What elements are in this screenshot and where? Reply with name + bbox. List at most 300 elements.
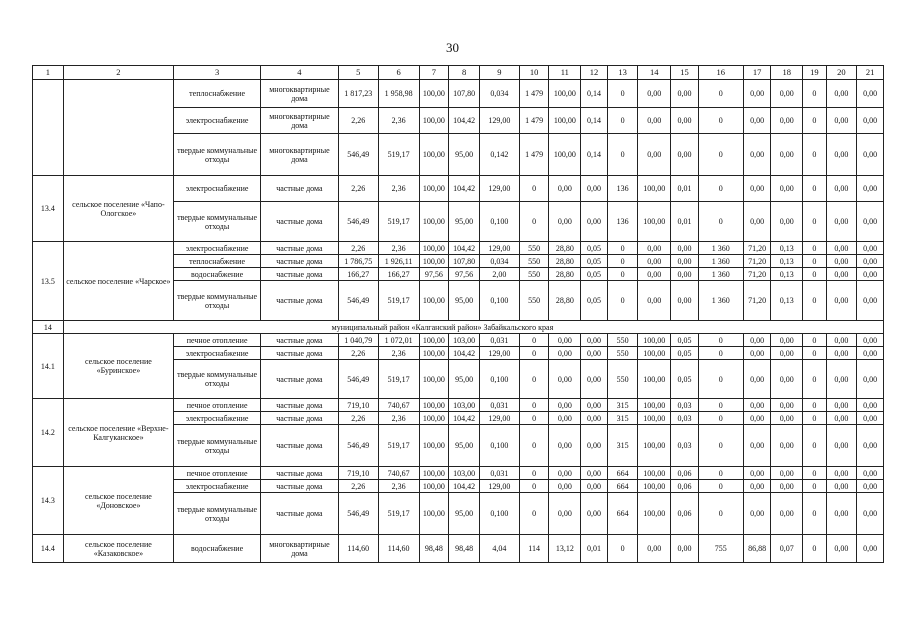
table-cell: частные дома	[261, 255, 339, 268]
table-cell: 0,13	[771, 255, 803, 268]
table-cell: 95,00	[449, 134, 480, 176]
table-cell: 0,00	[743, 480, 771, 493]
table-cell: 0,01	[671, 176, 699, 202]
column-header: 4	[261, 66, 339, 80]
tariff-table	[32, 65, 884, 563]
table-cell: 0,14	[581, 80, 608, 108]
table-cell: 315	[607, 399, 638, 412]
table-cell: 0,00	[857, 281, 884, 321]
table-cell: 0,00	[826, 202, 857, 242]
table-cell: частные дома	[261, 334, 339, 347]
table-cell: 0,00	[771, 360, 803, 399]
table-cell: 550	[607, 334, 638, 347]
table-cell: 0,00	[743, 347, 771, 360]
table-cell: 0,00	[549, 425, 581, 467]
table-cell: 546,49	[338, 493, 378, 535]
table-cell: 129,00	[479, 480, 519, 493]
table-cell: 0,00	[671, 535, 699, 563]
table-cell: 740,67	[378, 399, 419, 412]
table-cell: 0,00	[549, 202, 581, 242]
table-cell: 0,06	[671, 493, 699, 535]
table-cell: 103,00	[449, 467, 480, 480]
table-cell: 100,00	[638, 493, 671, 535]
table-cell: 2,00	[479, 268, 519, 281]
table-cell: 104,42	[449, 176, 480, 202]
table-cell: 0,00	[638, 80, 671, 108]
table-cell: печное отопление	[174, 467, 261, 480]
table-cell: 0,00	[743, 399, 771, 412]
table-cell: 0,00	[857, 347, 884, 360]
table-cell: 0	[698, 493, 743, 535]
table-cell: печное отопление	[174, 334, 261, 347]
table-cell: частные дома	[261, 425, 339, 467]
table-cell: 0,00	[826, 255, 857, 268]
table-cell: 0	[698, 399, 743, 412]
table-cell: 0	[803, 80, 827, 108]
table-cell: 0	[803, 334, 827, 347]
table-cell: 0,00	[581, 347, 608, 360]
table-cell: 0,01	[581, 535, 608, 563]
table-cell: 546,49	[338, 281, 378, 321]
table-cell: 0,00	[857, 535, 884, 563]
table-cell: 0,00	[581, 467, 608, 480]
table-cell: 100,00	[638, 425, 671, 467]
table-cell: 1 926,11	[378, 255, 419, 268]
table-cell: 0	[803, 134, 827, 176]
table-cell: 0	[803, 242, 827, 255]
table-cell: 1 786,75	[338, 255, 378, 268]
table-cell: 0,00	[743, 108, 771, 134]
table-cell: частные дома	[261, 360, 339, 399]
table-cell: 0,00	[671, 108, 699, 134]
table-cell: 0,05	[671, 360, 699, 399]
table-cell: 0,05	[581, 255, 608, 268]
table-cell: 0,00	[771, 134, 803, 176]
table-cell: 1 360	[698, 268, 743, 281]
table-cell: 100,00	[419, 467, 449, 480]
table-cell: 100,00	[419, 334, 449, 347]
table-cell: 0	[803, 281, 827, 321]
table-cell: 0,00	[857, 493, 884, 535]
table-cell: электроснабжение	[174, 347, 261, 360]
table-cell: 1 360	[698, 255, 743, 268]
table-cell: многоквартирные дома	[261, 134, 339, 176]
table-cell: 0,00	[743, 334, 771, 347]
table-cell: частные дома	[261, 202, 339, 242]
table-cell: 0,100	[479, 493, 519, 535]
table-cell: 14	[33, 321, 64, 334]
table-cell: 100,00	[638, 360, 671, 399]
table-cell: 71,20	[743, 281, 771, 321]
table-cell: 0	[803, 412, 827, 425]
table-cell: 0,00	[771, 202, 803, 242]
table-cell: водоснабжение	[174, 268, 261, 281]
table-cell: 129,00	[479, 412, 519, 425]
table-cell: 0,00	[671, 281, 699, 321]
table-cell: 0	[607, 281, 638, 321]
table-cell: 0,00	[826, 535, 857, 563]
column-header: 21	[857, 66, 884, 80]
table-cell: 0	[607, 535, 638, 563]
table-cell: 0,00	[671, 80, 699, 108]
table-cell: электроснабжение	[174, 480, 261, 493]
table-cell: 100,00	[638, 412, 671, 425]
table-cell: 0,00	[549, 176, 581, 202]
table-cell: 0	[803, 176, 827, 202]
table-cell: 2,36	[378, 108, 419, 134]
table-cell: 71,20	[743, 255, 771, 268]
table-cell: 100,00	[549, 134, 581, 176]
table-cell: 100,00	[419, 412, 449, 425]
table-cell: 546,49	[338, 360, 378, 399]
table-cell: 519,17	[378, 134, 419, 176]
table-cell: 28,80	[549, 281, 581, 321]
table-cell: 0,00	[581, 425, 608, 467]
table-cell: многоквартирные дома	[261, 535, 339, 563]
table-cell: 0	[803, 467, 827, 480]
table-cell: 1 958,98	[378, 80, 419, 108]
table-cell: 0	[803, 425, 827, 467]
table-cell: твердые коммунальные отходы	[174, 493, 261, 535]
table-cell: 114,60	[378, 535, 419, 563]
table-cell: 2,36	[378, 480, 419, 493]
table-cell: 0,00	[671, 255, 699, 268]
table-cell: 0,00	[743, 202, 771, 242]
table-cell: 0	[803, 535, 827, 563]
table-cell: 550	[519, 255, 549, 268]
table-cell: 0	[607, 108, 638, 134]
table-cell: 2,26	[338, 176, 378, 202]
table-cell: 100,00	[419, 108, 449, 134]
table-cell: 100,00	[638, 480, 671, 493]
table-cell: 2,26	[338, 412, 378, 425]
column-header: 16	[698, 66, 743, 80]
table-cell: 0,00	[857, 242, 884, 255]
table-cell: 519,17	[378, 202, 419, 242]
table-cell: твердые коммунальные отходы	[174, 202, 261, 242]
table-cell: 0	[698, 134, 743, 176]
table-cell: 1 360	[698, 242, 743, 255]
table-cell: 1 040,79	[338, 334, 378, 347]
table-cell: 0,00	[581, 412, 608, 425]
table-cell: 100,00	[638, 467, 671, 480]
table-cell: электроснабжение	[174, 108, 261, 134]
table-cell: 0,00	[826, 242, 857, 255]
table-cell: 0,00	[857, 134, 884, 176]
table-cell: 0,00	[638, 134, 671, 176]
table-cell: 2,36	[378, 412, 419, 425]
table-cell: 100,00	[419, 255, 449, 268]
table-cell: печное отопление	[174, 399, 261, 412]
table-cell: 71,20	[743, 268, 771, 281]
table-cell: 104,42	[449, 412, 480, 425]
table-cell: теплоснабжение	[174, 80, 261, 108]
table-cell: 0	[607, 134, 638, 176]
table-cell: 100,00	[419, 480, 449, 493]
table-cell: 13.4	[33, 176, 64, 242]
table-cell: 100,00	[549, 80, 581, 108]
table-cell: 104,42	[449, 480, 480, 493]
table-cell: 0,00	[581, 360, 608, 399]
table-cell: 2,26	[338, 108, 378, 134]
table-cell: 0	[519, 202, 549, 242]
table-cell: 14.1	[33, 334, 64, 399]
page-number: 30	[446, 40, 459, 55]
table-cell: 0,00	[771, 334, 803, 347]
table-cell	[63, 80, 173, 176]
table-cell: 0,031	[479, 334, 519, 347]
table-cell: 2,26	[338, 242, 378, 255]
table-cell: 104,42	[449, 347, 480, 360]
table-cell: 0,100	[479, 281, 519, 321]
table-cell: 0,05	[581, 242, 608, 255]
table-cell: частные дома	[261, 412, 339, 425]
table-cell: 0	[698, 360, 743, 399]
column-header: 17	[743, 66, 771, 80]
table-cell: 0,00	[638, 108, 671, 134]
table-cell: 0,00	[743, 425, 771, 467]
table-cell: 0,00	[771, 412, 803, 425]
table-cell: 0,13	[771, 281, 803, 321]
table-cell: 104,42	[449, 108, 480, 134]
table-cell: 95,00	[449, 281, 480, 321]
column-header: 5	[338, 66, 378, 80]
column-header: 1	[33, 66, 64, 80]
table-cell: 0,00	[743, 134, 771, 176]
column-header: 9	[479, 66, 519, 80]
table-cell: 0,00	[771, 176, 803, 202]
table-cell: 100,00	[419, 399, 449, 412]
table-cell: 129,00	[479, 176, 519, 202]
table-cell: 0,00	[857, 108, 884, 134]
column-header: 7	[419, 66, 449, 80]
table-cell: 0,00	[581, 202, 608, 242]
table-cell: 0	[519, 334, 549, 347]
table-cell: 0	[607, 80, 638, 108]
table-cell: 14.2	[33, 399, 64, 467]
table-cell: 0	[519, 467, 549, 480]
column-header: 8	[449, 66, 480, 80]
table-cell: 166,27	[378, 268, 419, 281]
table-cell: 0,00	[857, 334, 884, 347]
table-cell: 550	[607, 360, 638, 399]
table-cell: 0,00	[826, 334, 857, 347]
table-cell: сельское поселение «Доновское»	[63, 467, 173, 535]
table-cell: 2,36	[378, 176, 419, 202]
table-cell: 95,00	[449, 493, 480, 535]
table-cell: 0	[698, 80, 743, 108]
table-cell: 100,00	[638, 399, 671, 412]
table-cell: 546,49	[338, 202, 378, 242]
table-cell: 0,00	[826, 480, 857, 493]
table-cell: 0,00	[826, 281, 857, 321]
table-cell: 0,00	[771, 425, 803, 467]
table-cell: 0	[803, 108, 827, 134]
table-cell: 114,60	[338, 535, 378, 563]
table-cell: 0,00	[826, 176, 857, 202]
table-cell: 0,00	[549, 493, 581, 535]
table-cell: 0	[698, 176, 743, 202]
table-cell: 1 479	[519, 134, 549, 176]
table-cell: сельское поселение «Верхне-Калгуканское»	[63, 399, 173, 467]
table-cell: 0,00	[581, 176, 608, 202]
table-cell: частные дома	[261, 242, 339, 255]
table-cell: 13.5	[33, 242, 64, 321]
table-cell: 0,00	[771, 399, 803, 412]
table-cell: 100,00	[638, 347, 671, 360]
table-cell: 0,00	[671, 134, 699, 176]
column-header: 19	[803, 66, 827, 80]
section-title: муниципальный район «Калганский район» Забайкальского края	[63, 321, 883, 334]
table-cell: 519,17	[378, 360, 419, 399]
table-cell: частные дома	[261, 268, 339, 281]
section-row	[33, 321, 884, 334]
table-cell: 0,00	[638, 242, 671, 255]
table-cell: 98,48	[449, 535, 480, 563]
table-cell: 0	[698, 334, 743, 347]
table-cell: 0,00	[826, 399, 857, 412]
table-cell: 28,80	[549, 242, 581, 255]
table-cell: 100,00	[419, 242, 449, 255]
table-cell: 0,00	[581, 399, 608, 412]
table-cell: 0,034	[479, 255, 519, 268]
table-cell: 129,00	[479, 242, 519, 255]
table-body	[33, 66, 884, 563]
table-cell: 550	[607, 347, 638, 360]
table-cell: 0,031	[479, 467, 519, 480]
table-row	[33, 334, 884, 347]
table-cell: 129,00	[479, 108, 519, 134]
table-cell: 519,17	[378, 493, 419, 535]
table-cell: 104,42	[449, 242, 480, 255]
table-cell: 0,00	[826, 412, 857, 425]
table-cell: 100,00	[638, 176, 671, 202]
table-cell: 100,00	[549, 108, 581, 134]
table-cell: 0,031	[479, 399, 519, 412]
column-header: 6	[378, 66, 419, 80]
table-cell: 0,03	[671, 412, 699, 425]
table-cell: 0,03	[671, 425, 699, 467]
table-cell: 0,00	[826, 467, 857, 480]
table-cell: 740,67	[378, 467, 419, 480]
table-row	[33, 242, 884, 255]
table-cell: 0,00	[857, 202, 884, 242]
table-cell: 0,00	[638, 255, 671, 268]
table-cell: сельское поселение «Чапо-Ологское»	[63, 176, 173, 242]
table-cell: 0,05	[581, 281, 608, 321]
table-cell: 100,00	[419, 134, 449, 176]
table-cell: 0,00	[771, 480, 803, 493]
table-cell: 0,05	[671, 334, 699, 347]
table-cell: 100,00	[419, 347, 449, 360]
column-header: 11	[549, 66, 581, 80]
table-cell: электроснабжение	[174, 176, 261, 202]
table-cell: 0	[698, 412, 743, 425]
table-cell: 1 360	[698, 281, 743, 321]
table-cell: 0,14	[581, 134, 608, 176]
table-cell: 755	[698, 535, 743, 563]
table-cell: 14.4	[33, 535, 64, 563]
table-cell: 0,00	[826, 268, 857, 281]
table-cell: многоквартирные дома	[261, 80, 339, 108]
table-cell: 0	[803, 493, 827, 535]
table-cell: 1 479	[519, 108, 549, 134]
table-cell: 0,00	[857, 176, 884, 202]
table-cell: 0	[698, 480, 743, 493]
table-cell: 719,10	[338, 467, 378, 480]
table-cell: 4,04	[479, 535, 519, 563]
table-cell: многоквартирные дома	[261, 108, 339, 134]
table-cell: 0,06	[671, 480, 699, 493]
table-cell: 0,00	[771, 493, 803, 535]
table-cell: 0,03	[671, 399, 699, 412]
table-cell: 0,00	[549, 360, 581, 399]
table-cell: 0,00	[826, 80, 857, 108]
table-cell: 0	[698, 108, 743, 134]
table-cell: 0,00	[826, 134, 857, 176]
table-cell: 103,00	[449, 399, 480, 412]
table-cell: 136	[607, 176, 638, 202]
table-cell: 0	[519, 347, 549, 360]
table-cell: 100,00	[419, 360, 449, 399]
table-cell	[33, 80, 64, 176]
table-cell: 0	[519, 412, 549, 425]
table-cell: 100,00	[419, 493, 449, 535]
table-cell: 71,20	[743, 242, 771, 255]
column-header: 18	[771, 66, 803, 80]
column-header: 20	[826, 66, 857, 80]
table-cell: 0,00	[857, 425, 884, 467]
table-cell: 550	[519, 242, 549, 255]
table-cell: 0,142	[479, 134, 519, 176]
table-cell: 0,00	[826, 425, 857, 467]
table-cell: твердые коммунальные отходы	[174, 134, 261, 176]
table-cell: 95,00	[449, 202, 480, 242]
table-cell: 0	[803, 268, 827, 281]
table-cell: 0	[698, 425, 743, 467]
table-cell: 0,14	[581, 108, 608, 134]
table-cell: 97,56	[449, 268, 480, 281]
table-cell: частные дома	[261, 347, 339, 360]
column-header: 15	[671, 66, 699, 80]
table-cell: 100,00	[638, 334, 671, 347]
table-cell: частные дома	[261, 467, 339, 480]
table-cell: 0,13	[771, 268, 803, 281]
table-cell: 0	[698, 467, 743, 480]
table-cell: 0,00	[671, 242, 699, 255]
table-cell: 14.3	[33, 467, 64, 535]
table-cell: 0,00	[638, 268, 671, 281]
table-cell: 0,00	[743, 80, 771, 108]
table-cell: 28,80	[549, 255, 581, 268]
table-cell: твердые коммунальные отходы	[174, 281, 261, 321]
table-cell: 0,100	[479, 425, 519, 467]
column-header: 13	[607, 66, 638, 80]
table-cell: 0	[803, 255, 827, 268]
table-cell: 0,13	[771, 242, 803, 255]
table-cell: 0,00	[549, 467, 581, 480]
table-cell: 0,100	[479, 202, 519, 242]
table-cell: 550	[519, 268, 549, 281]
table-cell: 0	[803, 347, 827, 360]
table-cell: 100,00	[419, 80, 449, 108]
table-cell: 2,26	[338, 480, 378, 493]
table-cell: 0,00	[826, 493, 857, 535]
table-cell: 0	[607, 268, 638, 281]
table-row	[33, 399, 884, 412]
table-cell: сельское поселение «Буринское»	[63, 334, 173, 399]
table-cell: 0	[803, 480, 827, 493]
